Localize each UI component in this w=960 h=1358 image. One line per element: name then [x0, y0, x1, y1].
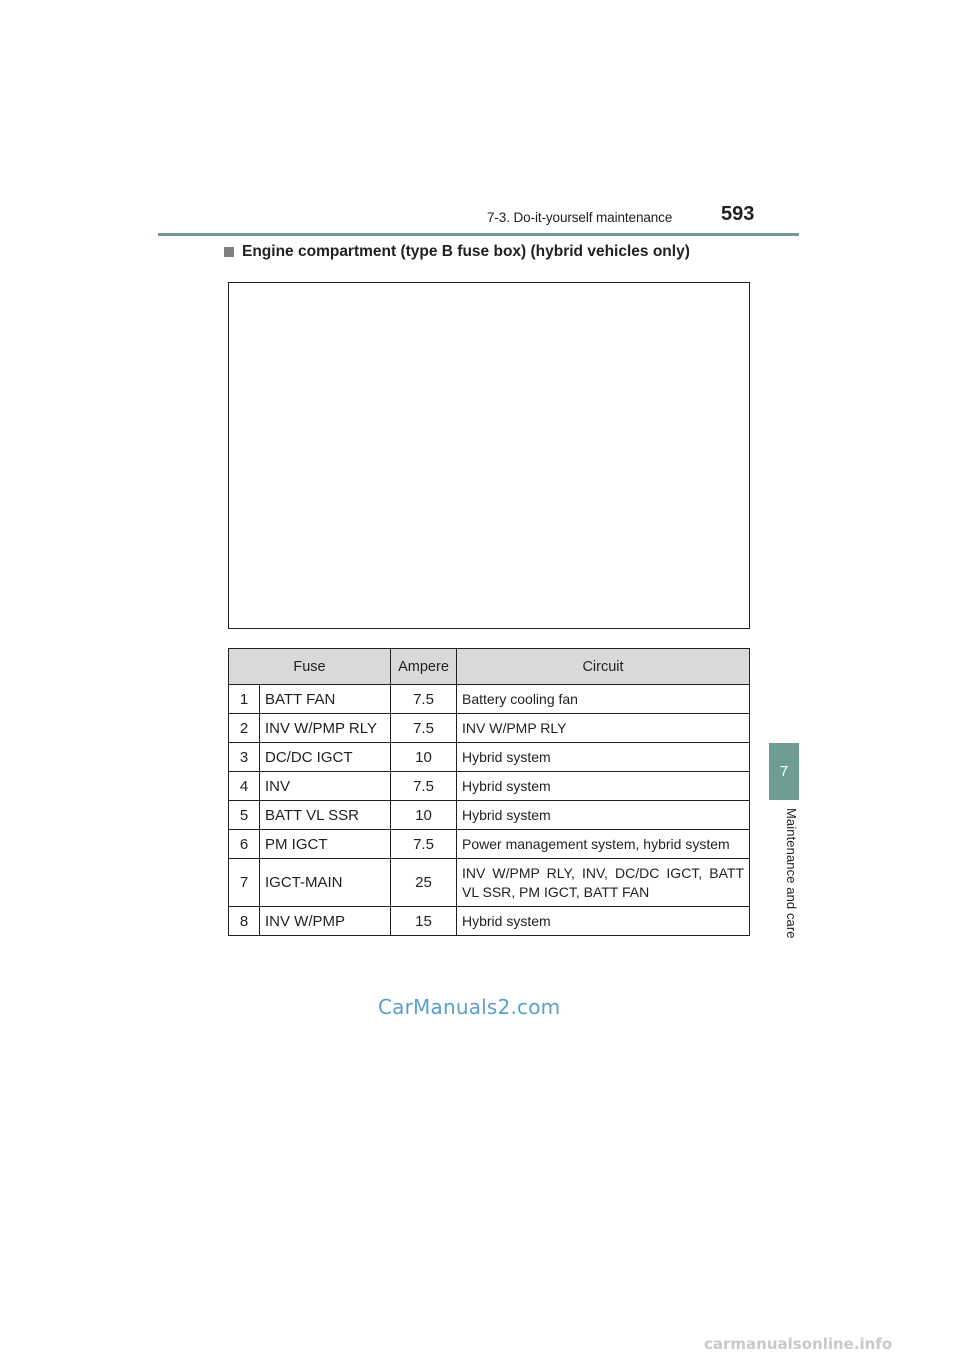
chapter-tab [769, 743, 799, 800]
fuse-name: INV W/PMP RLY [260, 714, 391, 743]
chapter-title: Maintenance and care [784, 808, 799, 939]
fuse-circuit: INV W/PMP RLY, INV, DC/DC IGCT, BATT VL SSR, PM IGCT, BATT FAN [457, 859, 750, 907]
fuse-ampere: 25 [391, 859, 457, 907]
chapter-number: 7 [779, 763, 789, 780]
table-row [229, 743, 750, 772]
table-row [229, 830, 750, 859]
fuse-name: INV W/PMP [260, 907, 391, 936]
table-row [229, 685, 750, 714]
fuse-number: 6 [229, 830, 260, 859]
fuse-number: 3 [229, 743, 260, 772]
header-ampere: Ampere [391, 649, 457, 685]
fuse-circuit: Hybrid system [457, 907, 750, 936]
square-bullet-icon [224, 247, 234, 257]
page-number: 593 [721, 203, 755, 225]
table-row [229, 801, 750, 830]
fuse-box-illustration [228, 282, 750, 629]
fuse-circuit: Hybrid system [457, 743, 750, 772]
fuse-ampere: 7.5 [391, 830, 457, 859]
table-row [229, 859, 750, 907]
table-row [229, 772, 750, 801]
header-rule [158, 233, 799, 236]
fuse-circuit: Power management system, hybrid system [457, 830, 750, 859]
fuse-number: 5 [229, 801, 260, 830]
fuse-number: 1 [229, 685, 260, 714]
fuse-name: PM IGCT [260, 830, 391, 859]
header-circuit: Circuit [457, 649, 750, 685]
fuse-circuit: Hybrid system [457, 772, 750, 801]
fuse-ampere: 10 [391, 743, 457, 772]
table-header-row [229, 649, 750, 685]
fuse-circuit: INV W/PMP RLY [457, 714, 750, 743]
fuse-number: 2 [229, 714, 260, 743]
fuse-number: 7 [229, 859, 260, 907]
running-header-section: 7-3. Do-it-yourself maintenance [487, 210, 673, 225]
table-row [229, 907, 750, 936]
table-row [229, 714, 750, 743]
fuse-circuit: Hybrid system [457, 801, 750, 830]
fuse-name: DC/DC IGCT [260, 743, 391, 772]
fuse-table [228, 648, 750, 936]
header-fuse: Fuse [229, 649, 391, 685]
fuse-ampere: 7.5 [391, 714, 457, 743]
fuse-ampere: 7.5 [391, 772, 457, 801]
fuse-ampere: 10 [391, 801, 457, 830]
section-heading [224, 243, 690, 261]
fuse-name: IGCT-MAIN [260, 859, 391, 907]
fuse-name: BATT VL SSR [260, 801, 391, 830]
fuse-name: BATT FAN [260, 685, 391, 714]
fuse-number: 4 [229, 772, 260, 801]
watermark-carmanualsonline[interactable]: carmanualsonline.info [704, 1335, 893, 1353]
fuse-ampere: 15 [391, 907, 457, 936]
section-heading-text: Engine compartment (type B fuse box) (hybrid vehicles only) [242, 243, 690, 260]
fuse-circuit: Battery cooling fan [457, 685, 750, 714]
fuse-name: INV [260, 772, 391, 801]
fuse-number: 8 [229, 907, 260, 936]
fuse-ampere: 7.5 [391, 685, 457, 714]
watermark-carmanuals2[interactable]: CarManuals2.com [378, 995, 561, 1019]
